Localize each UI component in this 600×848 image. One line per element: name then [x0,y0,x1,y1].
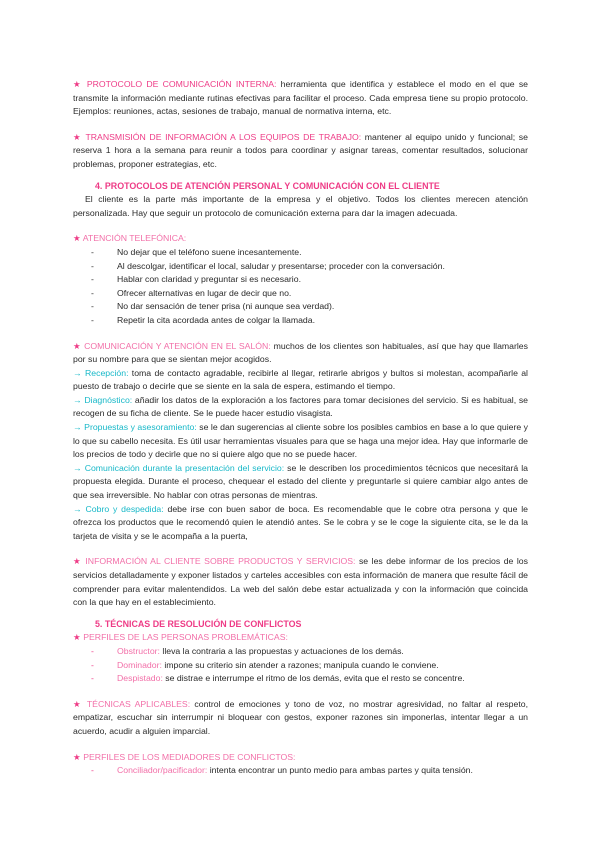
star-icon: ★ [73,340,82,351]
step-label: Comunicación durante la presentación del servicio: [84,462,285,473]
protocolo-interna-text: herramienta que identifica y establece el modo en el que se transmite la información mediante rutinas efectivas para facilitar el proceso. Cada empresa tiene su propio protocolo. Ejemplos: reuniones, actas, sesiones de trabajo, manual de normativa interna, etc. [73,79,529,117]
step-label: Diagnóstico: [84,394,133,405]
list-item [91,645,528,659]
section-4-intro: El cliente es la parte más importante de la empresa y el objetivo. Todos los clientes merecen atención personalizada. Hay que seguir un protocolo de comunicación externa para dar la imagen adecuada. [73,194,528,218]
step-comunicacion [73,462,528,503]
step-cobro [73,503,528,544]
arrow-right-icon: → [73,394,82,405]
arrow-right-icon: → [73,503,82,514]
step-label: Cobro y despedida: [85,503,164,514]
paragraph-transmision [73,131,528,172]
info-label: INFORMACIÓN AL CLIENTE SOBRE PRODUCTOS Y SERVICIOS: [85,556,356,567]
step-text: toma de contacto agradable, recibirle al llegar, retirarle abrigos y bultos si molestan, acompañarle al puesto de trabajo o decirle que se siente en la sala de espera, estimando el tiempo. [73,367,528,392]
mediadores-label: PERFILES DE LOS MEDIADORES DE CONFLICTOS: [83,751,296,762]
mediador-label: Conciliador/pacificador: [117,765,208,776]
perfil-text: lleva la contraria a las propuestas y actuaciones de los demás. [159,645,404,656]
perfiles-list [73,645,528,686]
list-item: - Repetir la cita acordada antes de colgar la llamada. [91,314,528,328]
star-icon: ★ [73,233,81,244]
perfiles-label: PERFILES DE LAS PERSONAS PROBLEMÁTICAS: [83,632,288,643]
telefono-heading [73,232,528,246]
star-icon: ★ [73,79,83,89]
list-item [91,672,528,686]
tecnicas-text: control de emociones y tono de voz, no mostrar agresividad, no faltar al respeto, empatizar, escuchar sin interrumpir ni bloquear con gestos, exponer razones sin imponerlas, intentar llegar a un acuerdo, acudir a alguien imparcial. [73,698,528,736]
list-item [91,659,528,673]
step-diagnostico [73,394,528,421]
perfiles-heading [73,631,528,645]
step-text: se le dan sugerencias al cliente sobre los posibles cambios en base a lo que quiere y lo que su cabello necesita. Es útil usar herramientas visuales para que se haga una mejor idea. Hay que informarle de los precios de todo y decirle que no si quiere algo que no se puede hacer. [73,422,528,460]
telefono-list [73,246,528,328]
transmision-text: mantener al equipo unido y funcional; se reserva 1 hora a la semana para reunir a todos para coordinar y asignar tareas, comentar resultados, solucionar problemas, proponer estrategias, etc. [73,131,528,169]
transmision-label: TRANSMISIÓN DE INFORMACIÓN A LOS EQUIPOS DE TRABAJO: [85,131,362,142]
perfil-label: Despistado: [117,673,163,684]
step-text: añadir los datos de la exploración a los factores para tomar decisiones del servicio. Si es habitual, se recogen de su ficha de cliente. Se le puede hacer estudio visagista. [73,394,528,419]
salon-label: COMUNICACIÓN Y ATENCIÓN EN EL SALÓN: [84,340,271,351]
perfil-label: Obstructor: [117,645,160,656]
section-5-heading: 5. TÉCNICAS DE RESOLUCIÓN DE CONFLICTOS [95,618,302,629]
star-icon: ★ [73,698,83,709]
star-icon: ★ [73,751,81,762]
step-label: Recepción: [85,367,129,378]
protocolo-interna-label: PROTOCOLO DE COMUNICACIÓN INTERNA: [86,79,277,89]
paragraph-protocolo-interna [73,78,528,119]
list-item: - Ofrecer alternativas en lugar de decir que no. [91,287,528,301]
list-item [91,764,528,778]
info-text: se les debe informar de los precios de los servicios detalladamente y exponer listados y carteles accesibles con esta información de manera que resulte fácil de comprender para evitar malentendidos. La web del salón debe estar actualizada y con la información que coincida con la que hay en el establecimiento. [73,556,528,608]
paragraph-info-cliente [73,555,528,609]
arrow-right-icon: → [73,422,82,433]
star-icon: ★ [73,131,82,142]
tecnicas-label: TÉCNICAS APLICABLES: [86,698,191,709]
salon-text: muchos de los clientes son habituales, así que hay que llamarles por su nombre para que se sientan mejor acogidos. [73,340,528,365]
list-item: - No dar sensación de tener prisa (ni aunque sea verdad). [91,300,528,314]
list-item: - Al descolgar, identificar el local, saludar y presentarse; proceder con la conversación. [91,260,528,274]
paragraph-tecnicas [73,698,528,739]
section-4-heading: 4. PROTOCOLOS DE ATENCIÓN PERSONAL Y COMUNICACIÓN CON EL CLIENTE [95,180,440,191]
list-item: - No dejar que el teléfono suene incesantemente. [91,246,528,260]
step-label: Propuestas y asesoramiento: [84,422,197,433]
star-icon: ★ [73,632,81,643]
step-recepcion [73,367,528,394]
perfil-text: se distrae e interrumpe el ritmo de los demás, evita que el resto se concentre. [162,673,465,684]
step-text: debe irse con buen sabor de boca. Es recomendable que le cobre otra persona y que le ofrezca los productos que le recomendó quien le atendió antes. Se le cobra y se le coge la siguiente cita, se le da la tarjeta de visita y se le acompaña a la puerta, [73,503,529,541]
star-icon: ★ [73,556,82,567]
arrow-right-icon: → [73,462,82,473]
step-text: se le describen los procedimientos técnicos que necesitará la propuesta elegida. Durante el proceso, chequear el estado del cliente y preguntarle si quiere cambiar algo antes de que sea irreversible. No hablar con otras personas de mientras. [73,462,528,501]
step-propuestas [73,421,528,462]
list-item: - Hablar con claridad y preguntar si es necesario. [91,273,528,287]
mediadores-heading [73,751,528,765]
mediador-text: intenta encontrar un punto medio para ambas partes y quita tensión. [207,765,473,776]
perfil-text: impone su criterio sin atender a razones; manipula cuando le conviene. [161,659,439,670]
paragraph-salon [73,340,528,367]
arrow-right-icon: → [73,367,82,378]
telefono-label: ATENCIÓN TELEFÓNICA: [82,233,187,244]
perfil-label: Dominador: [117,659,162,670]
mediadores-list [73,764,528,778]
